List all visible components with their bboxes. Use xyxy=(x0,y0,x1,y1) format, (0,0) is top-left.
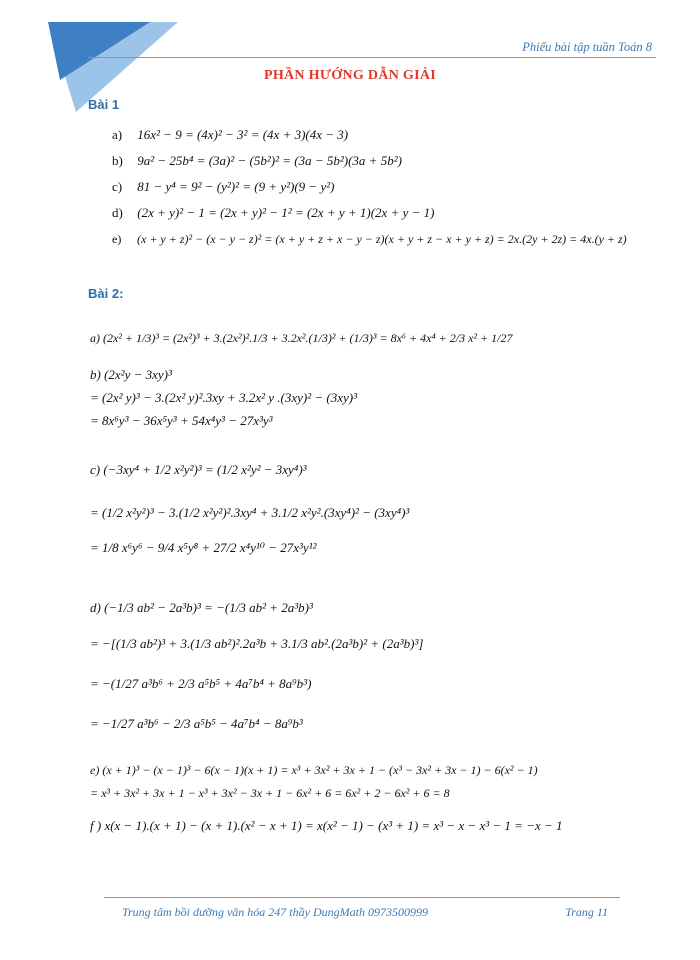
item-expr: 81 − y⁴ = 9² − (y²)² = (9 + y²)(9 − y²) xyxy=(137,179,335,194)
page-title: PHẦN HƯỚNG DẪN GIẢI xyxy=(263,68,436,83)
item-label: c) xyxy=(112,179,123,194)
item-expr: 9a² − 25b⁴ = (3a)² − (5b²)² = (3a − 5b²)(3a + 5b²) xyxy=(137,153,402,168)
section-bai-1: Bài 1 xyxy=(88,97,120,112)
bai2-d-line3: = −(1/27 a³b⁶ + 2/3 a⁵b⁵ + 4a⁷b⁴ + 8a⁹b³) xyxy=(90,676,312,691)
item-expr: (x + y + z)² − (x − y − z)² = (x + y + z + x − y − z)(x + y + z − x + y + z) = 2x.(2y + 2z) = 4x.(y + z) xyxy=(137,232,627,246)
header-divider xyxy=(88,57,656,58)
bai2-a: a) (2x² + 1/3)³ = (2x²)³ + 3.(2x²)².1/3 + 3.2x².(1/3)² + (1/3)³ = 8x⁶ + 4x⁴ + 2/3 x² + 1/27 xyxy=(90,331,513,345)
bai1-item-e xyxy=(112,231,627,247)
bai2-b-line1: b) (2x²y − 3xy)³ xyxy=(90,367,172,382)
bai2-e-line1: e) (x + 1)³ − (x − 1)³ − 6(x − 1)(x + 1) = x³ + 3x² + 3x + 1 − (x³ − 3x² + 3x − 1) − 6(x² − 1) xyxy=(90,763,538,777)
item-expr: (2x + y)² − 1 = (2x + y)² − 1² = (2x + y + 1)(2x + y − 1) xyxy=(137,205,435,220)
bai2-d-line4: = −1/27 a³b⁶ − 2/3 a⁵b⁵ − 4a⁷b⁴ − 8a⁹b³ xyxy=(90,716,303,731)
bai2-f: f ) x(x − 1).(x + 1) − (x + 1).(x² − x + 1) = x(x² − 1) − (x³ + 1) = x³ − x − x³ − 1 = −x − 1 xyxy=(90,818,563,833)
bai1-item-a xyxy=(112,127,348,143)
page-number: Trang 11 xyxy=(565,905,608,919)
bai1-item-c xyxy=(112,179,334,195)
bai2-d-line2: = −[(1/3 ab²)³ + 3.(1/3 ab²)².2a³b + 3.1/3 ab².(2a³b)² + (2a³b)³] xyxy=(90,636,424,651)
bai2-c-line2: = (1/2 x²y²)³ − 3.(1/2 x²y²)².3xy⁴ + 3.1/2 x²y².(3xy⁴)² − (3xy⁴)³ xyxy=(90,505,410,520)
bai2-c-line3: = 1/8 x⁶y⁶ − 9/4 x⁵y⁸ + 27/2 x⁴y¹⁰ − 27x³y¹² xyxy=(90,540,317,555)
bai2-e-line2: = x³ + 3x² + 3x + 1 − x³ + 3x² − 3x + 1 − 6x² + 6 = 6x² + 2 − 6x² + 6 = 8 xyxy=(90,786,450,800)
footer-center-info: Trung tâm bồi dưỡng văn hóa 247 thầy DungMath 0973500999 xyxy=(122,905,428,919)
bai2-c-line1: c) (−3xy⁴ + 1/2 x²y²)³ = (1/2 x²y² − 3xy⁴)³ xyxy=(90,462,307,477)
bai1-item-b xyxy=(112,153,402,169)
bai2-b-line3: = 8x⁶y³ − 36x⁵y³ + 54x⁴y³ − 27x³y³ xyxy=(90,413,273,428)
item-label: e) xyxy=(112,232,122,246)
bai2-b-line2: = (2x² y)³ − 3.(2x² y)².3xy + 3.2x² y .(3xy)² − (3xy)³ xyxy=(90,390,357,405)
item-label: d) xyxy=(112,205,123,220)
header-title: Phiếu bài tập tuần Toán 8 xyxy=(522,40,652,54)
section-bai-2: Bài 2: xyxy=(88,286,124,301)
item-label: b) xyxy=(112,153,123,168)
footer-divider xyxy=(104,897,620,898)
bai2-d-line1: d) (−1/3 ab² − 2a³b)³ = −(1/3 ab² + 2a³b)³ xyxy=(90,600,313,615)
item-label: a) xyxy=(112,127,123,142)
bai1-item-d xyxy=(112,205,434,221)
item-expr: 16x² − 9 = (4x)² − 3² = (4x + 3)(4x − 3) xyxy=(137,127,349,142)
